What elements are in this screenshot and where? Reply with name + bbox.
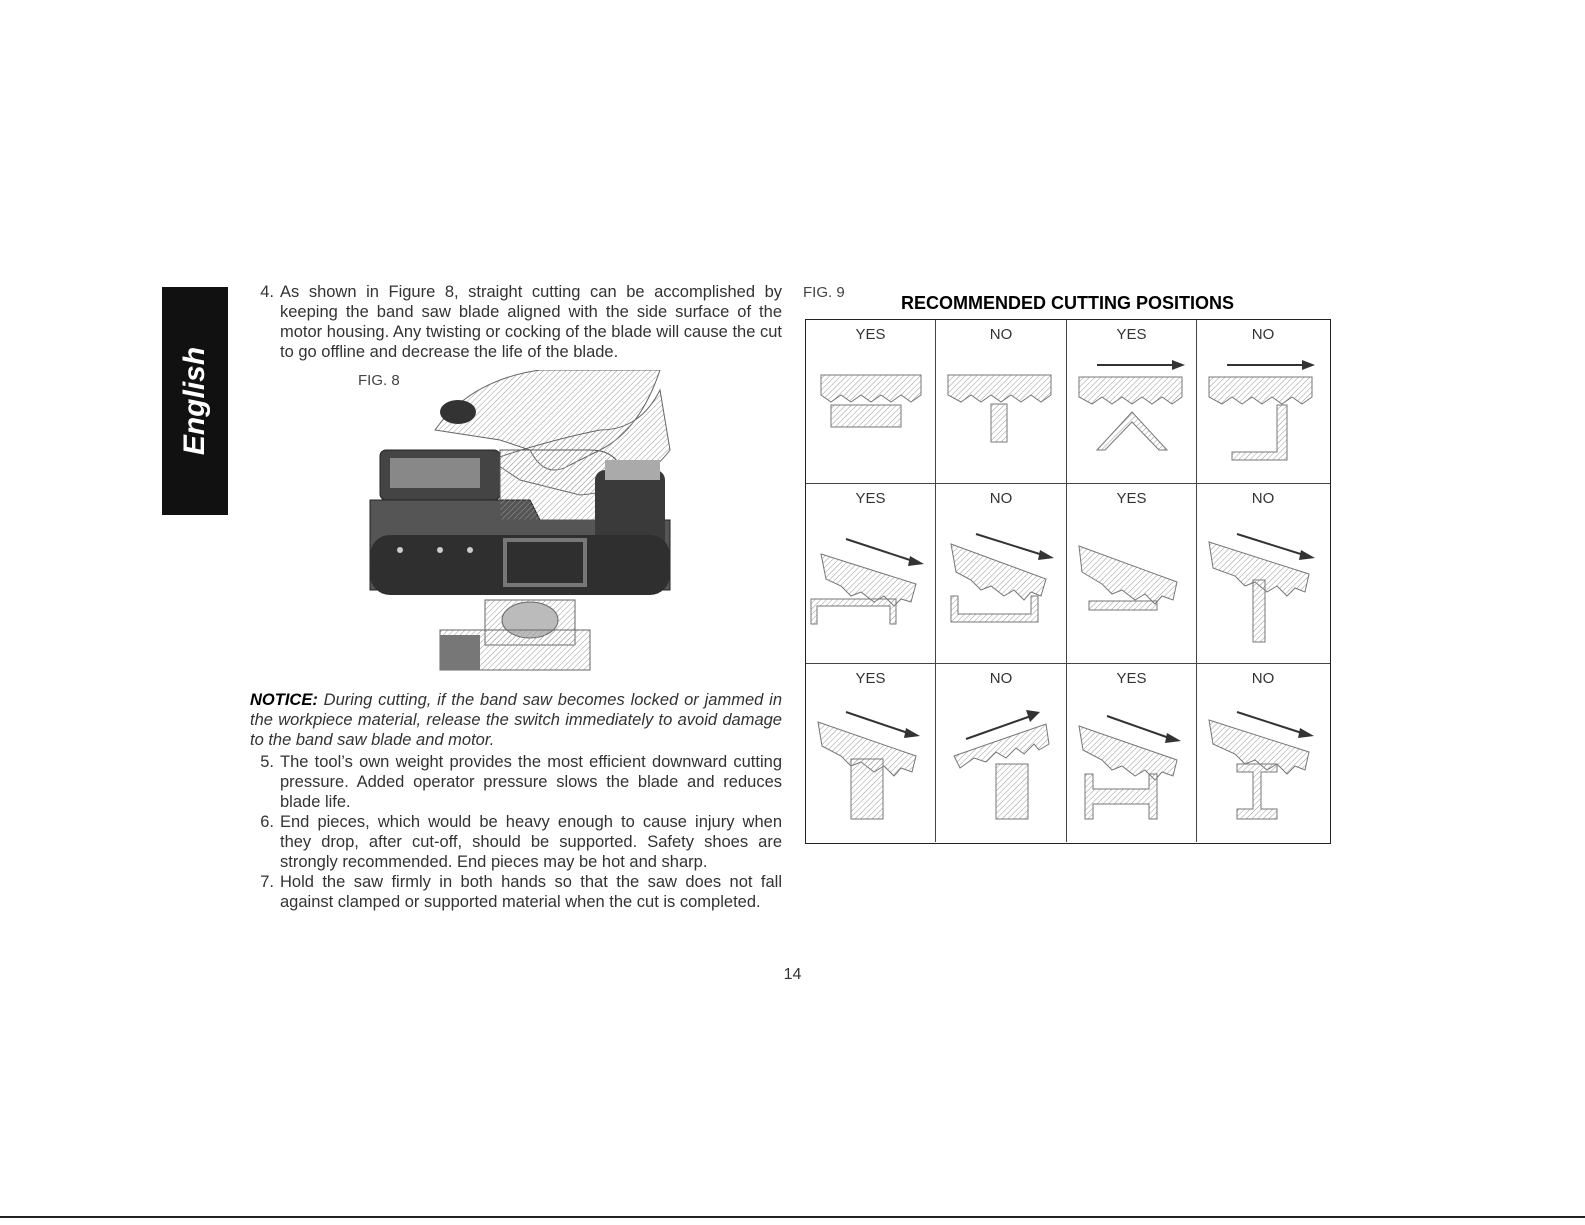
bottom-rule: [0, 1216, 1585, 1218]
cell-verdict: NO: [989, 326, 1013, 343]
notice-label: NOTICE:: [250, 691, 318, 709]
language-tab-label: English: [178, 346, 211, 456]
cut-diagram: [806, 320, 936, 484]
grid-cell: [1067, 664, 1197, 842]
cell-verdict: YES: [855, 326, 886, 343]
band-saw-illustration: [340, 370, 690, 680]
fig8-label: FIG. 8: [358, 372, 400, 389]
step-text: As shown in Figure 8, straight cutting can be accomplished by keeping the band saw blade aligned with the side surface of the motor housing. Any twisting or cocking of the blade will cause the cut to go offline and decrease the life of the blade.: [280, 283, 782, 361]
cut-diagram: [1067, 484, 1197, 664]
cell-verdict: YES: [1116, 490, 1147, 507]
step-number: 5.: [260, 753, 274, 771]
step-list-top: [250, 282, 782, 362]
grid-cell: [936, 664, 1067, 842]
cut-diagram: [1067, 664, 1197, 842]
cell-verdict: NO: [1251, 670, 1275, 687]
cut-diagram: [1197, 320, 1329, 484]
cut-diagram: [1067, 320, 1197, 484]
cell-verdict: NO: [989, 490, 1013, 507]
cell-verdict: YES: [855, 490, 886, 507]
step-list-bottom: [250, 752, 782, 912]
cell-verdict: YES: [1116, 670, 1147, 687]
grid-cell: [806, 664, 936, 842]
step-number: 6.: [260, 813, 274, 831]
cut-diagram: [1197, 484, 1329, 664]
grid-row-3: [806, 664, 1330, 842]
grid-cell: [1067, 320, 1197, 483]
cut-diagram: [936, 664, 1067, 842]
fig9-label: FIG. 9: [803, 284, 845, 301]
step-6: [250, 812, 782, 872]
cell-verdict: YES: [1116, 326, 1147, 343]
cell-verdict: NO: [989, 670, 1013, 687]
cut-diagram: [936, 320, 1067, 484]
cut-diagram: [806, 664, 936, 842]
grid-cell: [936, 320, 1067, 483]
grid-cell: [806, 320, 936, 483]
step-4: [250, 282, 782, 362]
notice-paragraph: [250, 690, 782, 750]
notice-text: During cutting, if the band saw becomes locked or jammed in the workpiece material, release the switch immediately to avoid damage to the band saw blade and motor.: [250, 691, 782, 749]
cut-diagram: [1197, 664, 1329, 842]
fig9-title: RECOMMENDED CUTTING POSITIONS: [900, 293, 1234, 313]
grid-cell: [1067, 484, 1197, 663]
grid-cell: [1197, 320, 1329, 483]
cut-diagram: [806, 484, 936, 664]
step-number: 4.: [260, 283, 274, 301]
step-number: 7.: [260, 873, 274, 891]
grid-cell: [806, 484, 936, 663]
step-7: [250, 872, 782, 912]
page-number: 14: [783, 966, 802, 983]
cell-verdict: NO: [1251, 326, 1275, 343]
grid-cell: [1197, 664, 1329, 842]
step-text: End pieces, which would be heavy enough to cause injury when they drop, after cut-off, should be supported. Safety shoes are strongly recommended. End pieces may be hot and sharp.: [280, 813, 782, 871]
step-5: [250, 752, 782, 812]
grid-cell: [1197, 484, 1329, 663]
step-text: Hold the saw firmly in both hands so that the saw does not fall against clamped or supported material when the cut is completed.: [280, 873, 782, 911]
cell-verdict: NO: [1251, 490, 1275, 507]
cell-verdict: YES: [855, 670, 886, 687]
cutting-positions-grid: [805, 319, 1331, 844]
grid-cell: [936, 484, 1067, 663]
cut-diagram: [936, 484, 1067, 664]
grid-row-2: [806, 484, 1330, 664]
language-tab: [162, 287, 228, 515]
step-text: The tool’s own weight provides the most efficient downward cutting pressure. Added operator pressure slows the blade and reduces blade life.: [280, 753, 782, 811]
grid-row-1: [806, 320, 1330, 484]
